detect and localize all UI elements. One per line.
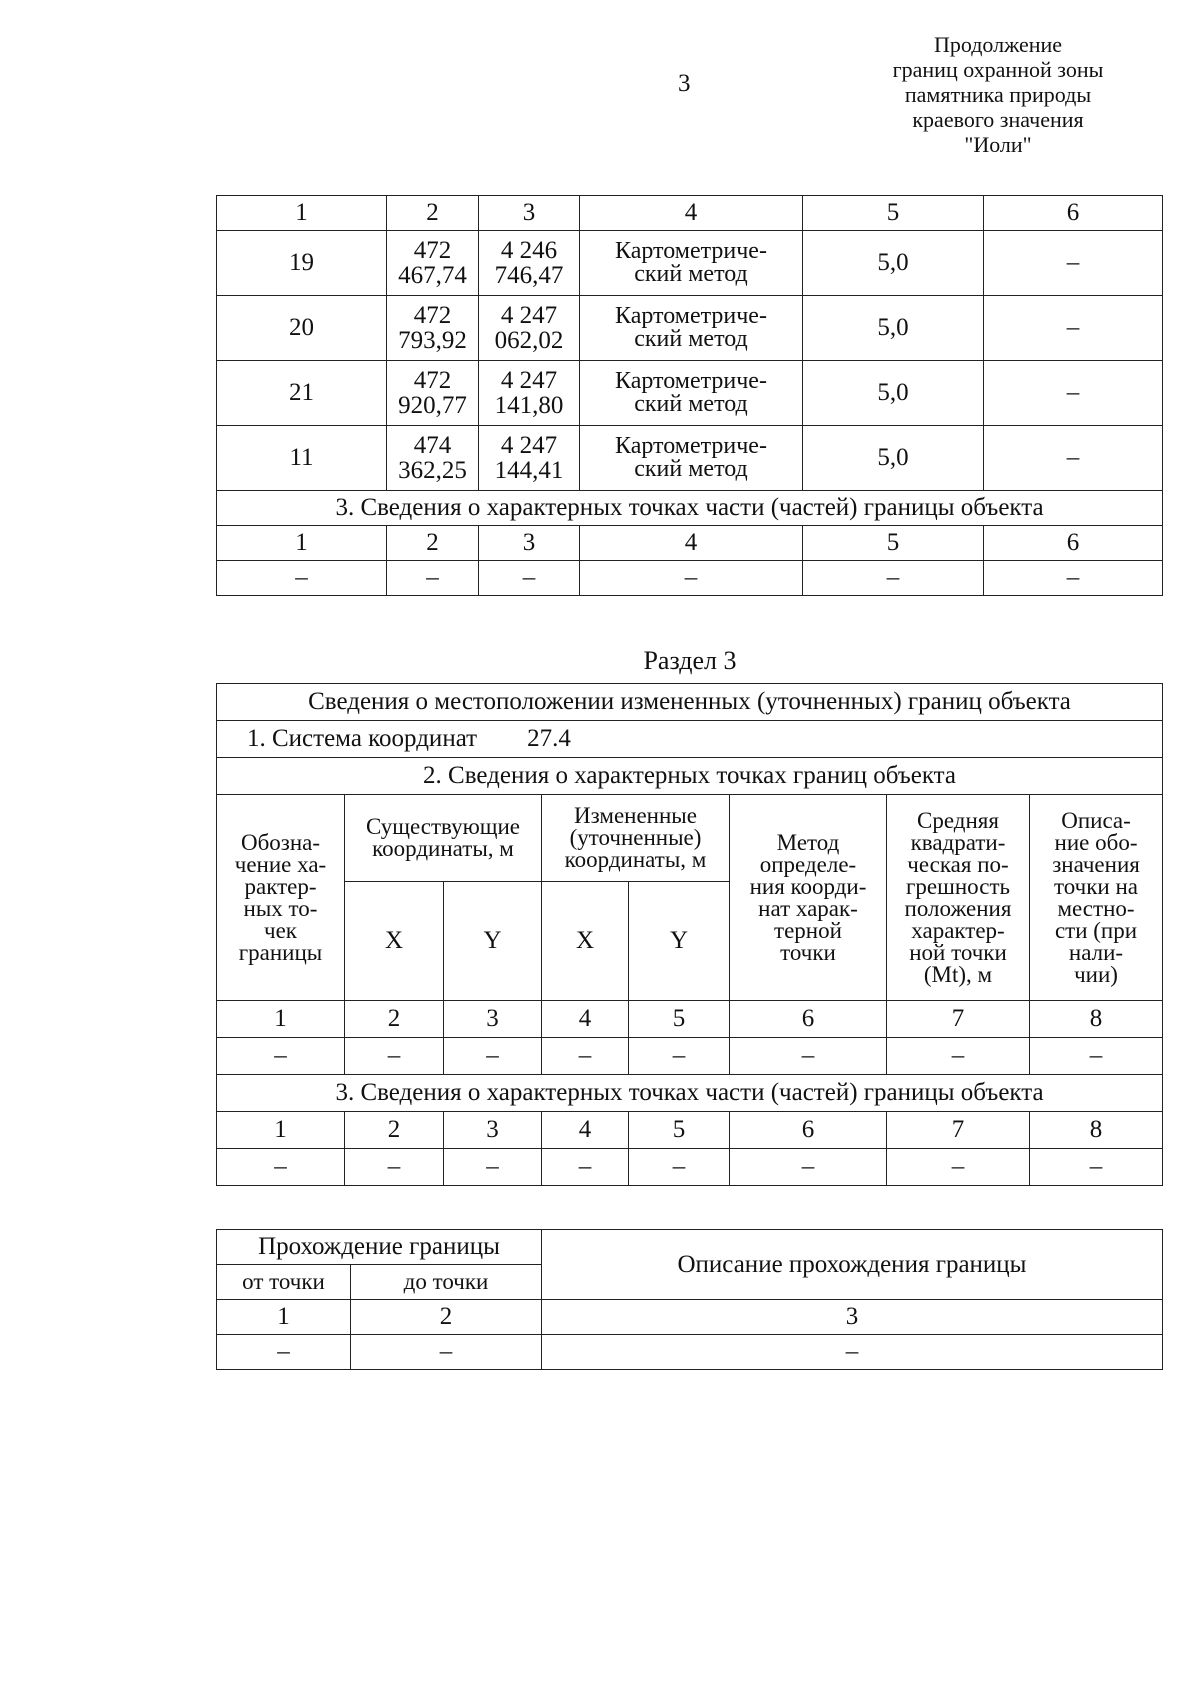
col-number: 1 [217,1300,351,1335]
header-row [217,1230,1163,1265]
col-number: 3 [444,1112,542,1149]
table-row [217,231,1163,296]
col-number: 3 [479,526,580,561]
table-row [217,1038,1163,1075]
points-title: 2. Сведения о характерных точках границ объекта [217,758,1163,795]
col-number: 6 [984,526,1163,561]
dash-cell: – [629,1038,730,1075]
column-number-row [217,526,1163,561]
dash-cell: – [887,1038,1030,1075]
header-changed-coords: Измененные (уточненные) координаты, м [542,795,730,882]
col-number: 1 [217,1112,345,1149]
dash-cell: – [345,1149,444,1186]
col-number: 7 [887,1001,1030,1038]
header-passage-description: Описание прохождения границы [542,1230,1163,1300]
boundary-passage-table [216,1229,1163,1370]
column-number-row [217,1300,1163,1335]
col-number: 5 [629,1001,730,1038]
point-description: – [984,426,1163,491]
header-method: Метод определе- ния коорди- нат харак- терной точки [730,795,887,1001]
col-number: 3 [479,196,580,231]
header-error: Средняя квадрати- ческая по- грешность положения характер- ной точки (Mt), м [887,795,1030,1001]
method: Картометриче- ский метод [580,361,803,426]
col-number: 5 [629,1112,730,1149]
dash-cell: – [887,1149,1030,1186]
col-number: 6 [730,1112,887,1149]
point-number: 21 [217,361,387,426]
header-x: X [345,882,444,1001]
col-number: 4 [580,526,803,561]
col-number: 3 [444,1001,542,1038]
section-title: Раздел 3 [643,646,737,675]
col-number: 5 [803,196,984,231]
dash-cell: – [730,1038,887,1075]
table-row [217,1149,1163,1186]
table-row [217,296,1163,361]
dash-cell: – [444,1038,542,1075]
col-number: 1 [217,196,387,231]
method: Картометриче- ский метод [580,231,803,296]
col-number: 4 [542,1001,629,1038]
table-row [217,1335,1163,1370]
coord-system [217,721,1163,758]
column-number-row [217,196,1163,231]
dash-cell: – [351,1335,542,1370]
table-row [217,361,1163,426]
header-description: Описа- ние обо- значения точки на местно- сти (при нали- чии) [1030,795,1163,1001]
coord-system-value: 27.4 [527,725,571,752]
col-number: 2 [345,1001,444,1038]
point-description: – [984,361,1163,426]
header-line: краевого значения [912,107,1084,132]
coord-system-row [217,721,1163,758]
dash-cell: – [217,561,387,596]
dash-cell: – [730,1149,887,1186]
column-number-row [217,1001,1163,1038]
point-number: 19 [217,231,387,296]
col-number: 6 [984,196,1163,231]
header-x: X [542,882,629,1001]
dash-cell: – [1030,1149,1163,1186]
col-number: 1 [217,526,387,561]
coord-x: 472 920,77 [387,361,479,426]
coord-y: 4 247 144,41 [479,426,580,491]
col-number: 2 [351,1300,542,1335]
point-description: – [984,296,1163,361]
point-number: 11 [217,426,387,491]
points-title-row [217,758,1163,795]
header-from-point: от точки [217,1265,351,1300]
coord-x: 472 467,74 [387,231,479,296]
header-to-point: до точки [351,1265,542,1300]
header-y: Y [629,882,730,1001]
col-number: 4 [542,1112,629,1149]
parts-title: 3. Сведения о характерных точках части (частей) границы объекта [217,491,1163,526]
coord-x: 472 793,92 [387,296,479,361]
parts-title: 3. Сведения о характерных точках части (частей) границы объекта [217,1075,1163,1112]
header-line: Продолжение [933,32,1063,57]
col-number: 1 [217,1001,345,1038]
dash-cell: – [542,1038,629,1075]
header-line: "Иоли" [964,132,1032,157]
header-line: памятника природы [904,82,1092,107]
col-number: 5 [803,526,984,561]
method: Картометриче- ский метод [580,426,803,491]
column-number-row [217,1112,1163,1149]
coord-y: 4 246 746,47 [479,231,580,296]
coord-y: 4 247 062,02 [479,296,580,361]
points-table-continuation [216,195,1163,596]
document-header [868,32,1128,157]
col-number: 3 [542,1300,1163,1335]
changed-boundaries-table [216,683,1163,1186]
dash-cell: – [542,1149,629,1186]
method: Картометриче- ский метод [580,296,803,361]
col-number: 4 [580,196,803,231]
col-number: 2 [387,526,479,561]
dash-cell: – [629,1149,730,1186]
dash-cell: – [444,1149,542,1186]
dash-cell: – [542,1335,1163,1370]
parts-title-row [217,1075,1163,1112]
header-designation: Обозна- чение ха- рактер- ных то- чек границы [217,795,345,1001]
dash-cell: – [345,1038,444,1075]
table-row [217,426,1163,491]
dash-cell: – [217,1149,345,1186]
header-row [217,795,1163,882]
dash-cell: – [217,1335,351,1370]
col-number: 2 [345,1112,444,1149]
point-number: 20 [217,296,387,361]
dash-cell: – [217,1038,345,1075]
dash-cell: – [803,561,984,596]
table-title-row [217,684,1163,721]
accuracy: 5,0 [803,361,984,426]
col-number: 6 [730,1001,887,1038]
dash-cell: – [387,561,479,596]
accuracy: 5,0 [803,231,984,296]
dash-cell: – [1030,1038,1163,1075]
dash-cell: – [580,561,803,596]
col-number: 8 [1030,1112,1163,1149]
table-row [217,561,1163,596]
parts-title-row [217,491,1163,526]
table-title: Сведения о местоположении измененных (уточненных) границ объекта [217,684,1163,721]
header-passage: Прохождение границы [217,1230,542,1265]
accuracy: 5,0 [803,426,984,491]
coord-x: 474 362,25 [387,426,479,491]
col-number: 2 [387,196,479,231]
col-number: 7 [887,1112,1030,1149]
header-existing-coords: Существующие координаты, м [345,795,542,882]
point-description: – [984,231,1163,296]
dash-cell: – [479,561,580,596]
header-y: Y [444,882,542,1001]
col-number: 8 [1030,1001,1163,1038]
header-line: границ охранной зоны [892,57,1104,82]
dash-cell: – [984,561,1163,596]
accuracy: 5,0 [803,296,984,361]
coord-system-label: 1. Система координат [247,725,478,752]
coord-y: 4 247 141,80 [479,361,580,426]
page-number: 3 [678,70,691,97]
